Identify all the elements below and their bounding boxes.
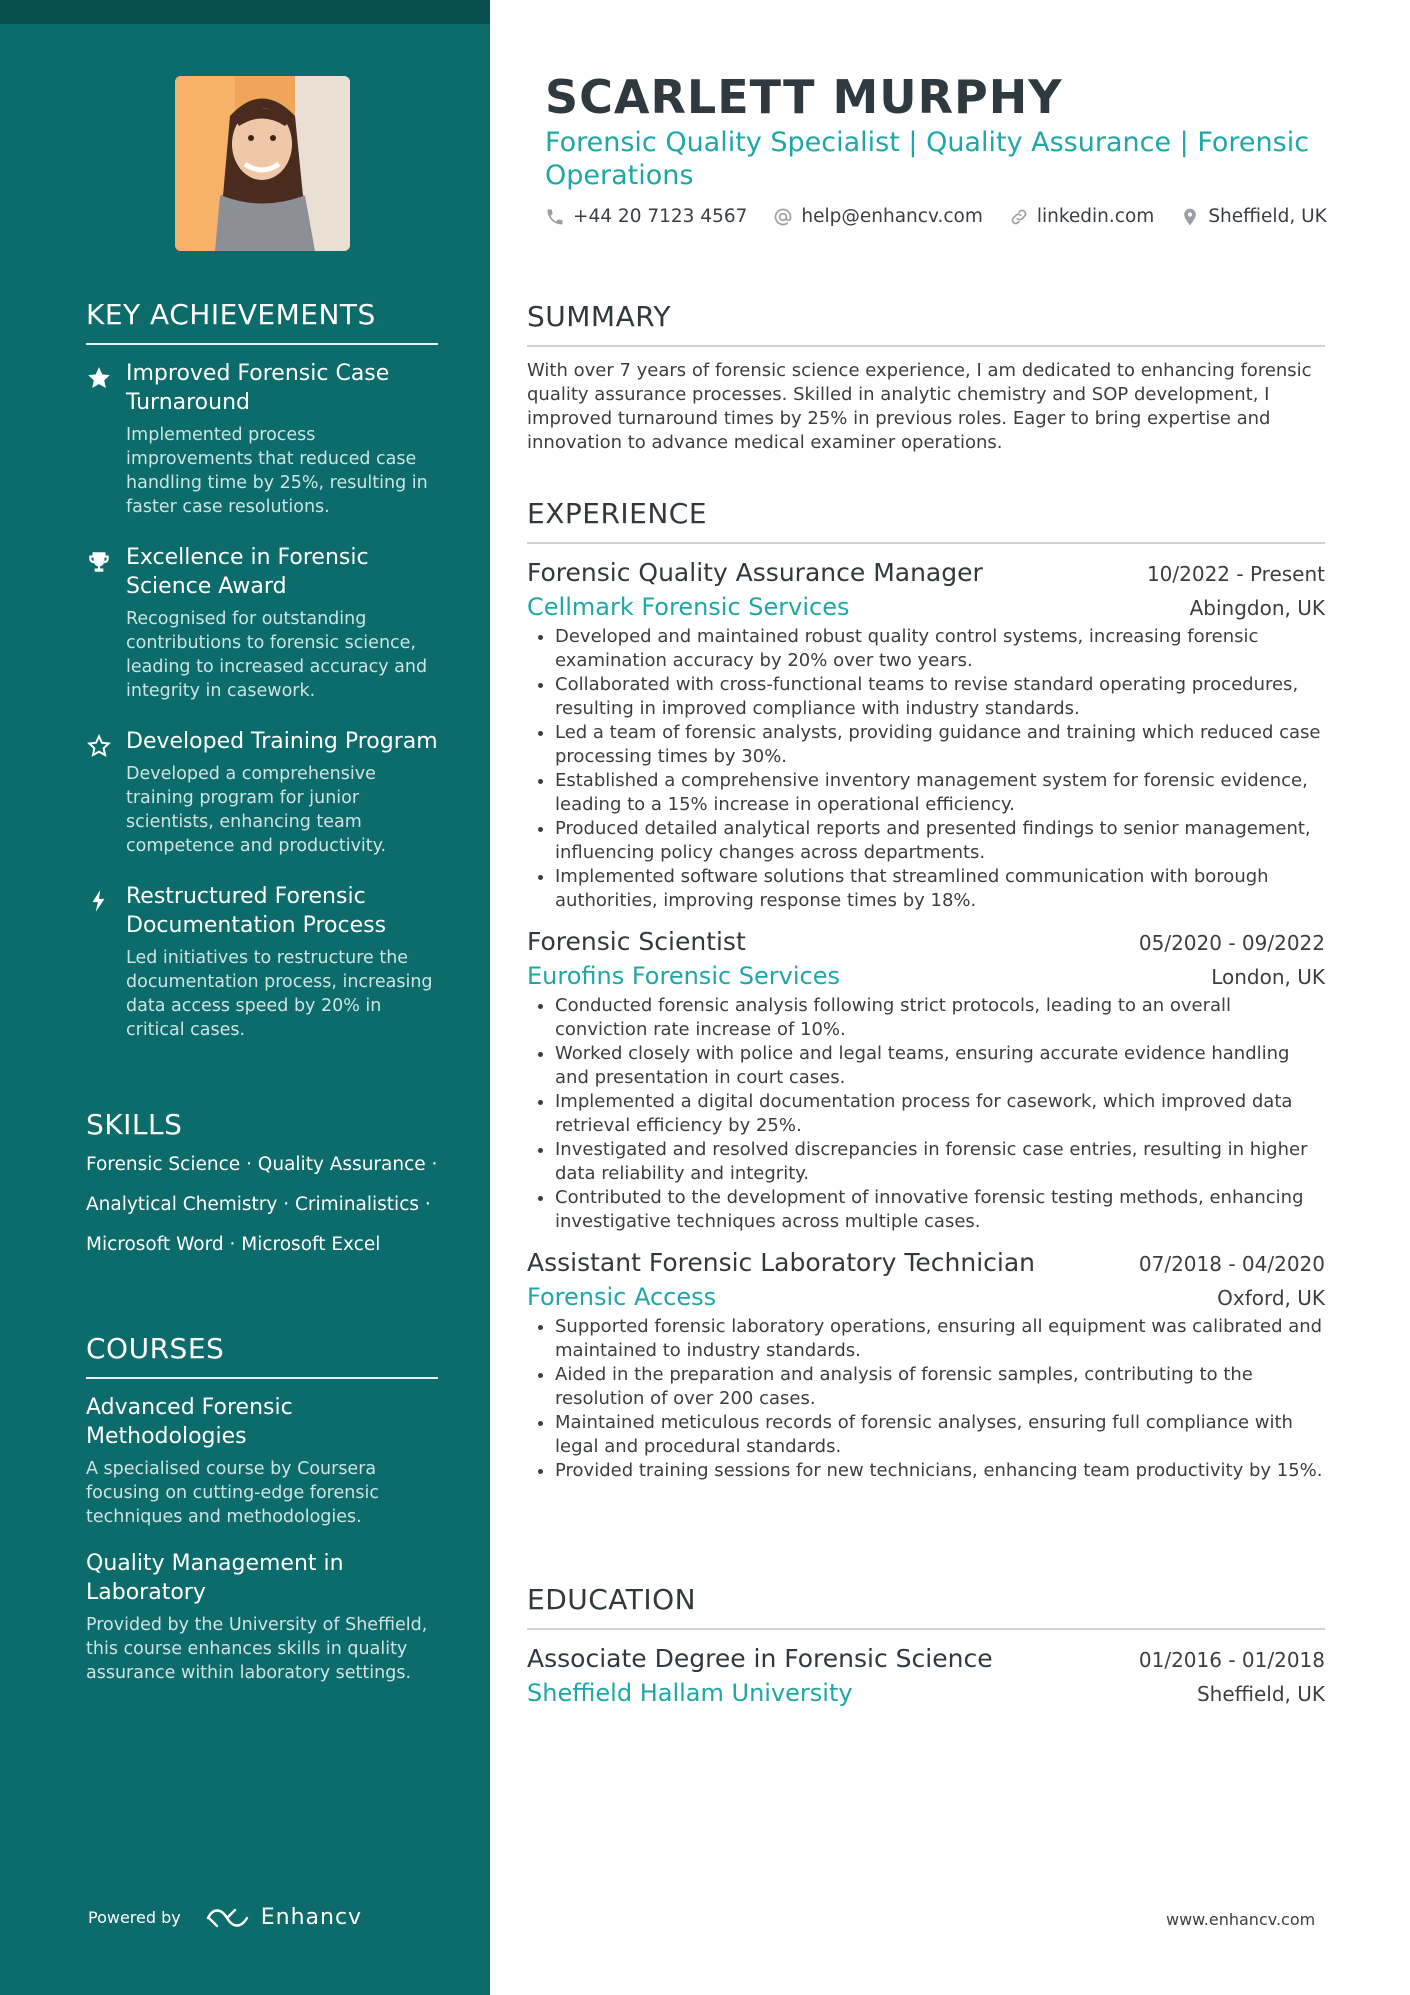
- job-bullet: • Provided training sessions for new technicians, enhancing team productivity by 15%.: [555, 1459, 1325, 1483]
- job-dates: 07/2018 - 04/2020: [1138, 1252, 1325, 1276]
- job-bullet: • Developed and maintained robust quality control systems, increasing forensic examination accuracy by 20% over two years.: [555, 625, 1325, 673]
- job-location: London, UK: [1211, 965, 1325, 989]
- job-entry: [527, 1248, 1325, 1483]
- job-bullet: • Contributed to the development of innovative forensic testing methods, enhancing investigative techniques across multiple cases.: [555, 1186, 1325, 1234]
- enhancv-brand: Enhancv: [260, 1905, 363, 1930]
- achievements-heading: KEY ACHIEVEMENTS: [86, 298, 438, 345]
- linkedin-text: linkedin.com: [1036, 206, 1155, 227]
- contact-linkedin[interactable]: [1009, 206, 1154, 227]
- course-title: Quality Management in Laboratory: [86, 1551, 344, 1605]
- job-dates: 10/2022 - Present: [1146, 562, 1325, 586]
- education-heading: EDUCATION: [527, 1583, 1325, 1630]
- job-bullet: • Implemented a digital documentation process for casework, which improved data retrieval efficiency by 25%.: [555, 1090, 1325, 1138]
- job-title: Forensic Scientist: [527, 927, 746, 956]
- experience-section: [527, 497, 1325, 1483]
- education-degree: Associate Degree in Forensic Science: [527, 1644, 993, 1673]
- location-text: Sheffield, UK: [1208, 206, 1327, 227]
- at-icon: [773, 207, 793, 227]
- achievement-item: [86, 543, 438, 703]
- skills-line: Forensic Science · Quality Assurance ·: [86, 1154, 438, 1175]
- achievement-title: Restructured Forensic Documentation Process: [126, 884, 387, 938]
- achievement-desc: Developed a comprehensive training program for junior scientists, enhancing team competence and productivity.: [126, 764, 387, 856]
- job-bullet: • Worked closely with police and legal teams, ensuring accurate evidence handling and presentation in court cases.: [555, 1042, 1325, 1090]
- job-location: Abingdon, UK: [1189, 596, 1325, 620]
- location-pin-icon: [1180, 207, 1200, 227]
- job-bullet: • Established a comprehensive inventory management system for forensic evidence, leading to a 15% increase in operational efficiency.: [555, 769, 1325, 817]
- powered-by-label: Powered by: [88, 1908, 181, 1927]
- star-icon: [86, 365, 112, 391]
- job-bullet: • Conducted forensic analysis following strict protocols, leading to an overall conviction rate increase of 10%.: [555, 994, 1325, 1042]
- email-text: help@enhancv.com: [801, 206, 983, 227]
- phone-icon: [545, 207, 565, 227]
- experience-heading: EXPERIENCE: [527, 497, 1325, 544]
- job-bullet: • Investigated and resolved discrepancies in forensic case entries, resulting in higher data reliability and integrity.: [555, 1138, 1325, 1186]
- candidate-name: SCARLETT MURPHY: [545, 70, 1063, 124]
- courses-section: [86, 1332, 438, 1685]
- skills-section: [86, 1108, 438, 1265]
- job-entry: [527, 558, 1325, 913]
- achievement-desc: Recognised for outstanding contributions to forensic science, leading to increased accuracy and integrity in casework.: [126, 609, 428, 701]
- education-dates: 01/2016 - 01/2018: [1138, 1648, 1325, 1672]
- education-entry: [527, 1644, 1325, 1707]
- job-bullet: • Maintained meticulous records of forensic analyses, ensuring full compliance with legal and procedural standards.: [555, 1411, 1325, 1459]
- profile-photo: [175, 76, 350, 251]
- education-section: [527, 1583, 1325, 1707]
- courses-heading: COURSES: [86, 1332, 438, 1379]
- sidebar-top-strip: [0, 0, 490, 24]
- phone-text: +44 20 7123 4567: [573, 206, 748, 227]
- job-entry: [527, 927, 1325, 1234]
- job-title: Assistant Forensic Laboratory Technician: [527, 1248, 1036, 1277]
- job-bullets: [527, 994, 1325, 1234]
- job-company: Forensic Access: [527, 1283, 717, 1311]
- course-desc: Provided by the University of Sheffield, this course enhances skills in quality assurance within laboratory settings.: [86, 1615, 428, 1683]
- skills-heading: SKILLS: [86, 1108, 183, 1141]
- summary-heading: SUMMARY: [527, 300, 1325, 347]
- skills-line: Microsoft Word · Microsoft Excel: [86, 1234, 381, 1255]
- achievement-title: Improved Forensic Case Turnaround: [126, 361, 390, 415]
- job-bullets: [527, 1315, 1325, 1483]
- course-item: [86, 1549, 438, 1685]
- achievement-desc: Led initiatives to restructure the documentation process, increasing data access speed by 20% in critical cases.: [126, 948, 433, 1040]
- course-title: Advanced Forensic Methodologies: [86, 1395, 293, 1449]
- skills-line: Analytical Chemistry · Criminalistics ·: [86, 1194, 431, 1215]
- footer-url[interactable]: www.enhancv.com: [1166, 1910, 1316, 1929]
- job-dates: 05/2020 - 09/2022: [1138, 931, 1325, 955]
- education-school: Sheffield Hallam University: [527, 1679, 853, 1707]
- job-bullet: • Aided in the preparation and analysis of forensic samples, contributing to the resolution of over 200 cases.: [555, 1363, 1325, 1411]
- contact-bar: [545, 206, 1327, 227]
- achievement-item: [86, 359, 438, 519]
- achievement-title: Developed Training Program: [126, 729, 438, 754]
- course-desc: A specialised course by Coursera focusing on cutting-edge forensic techniques and methodologies.: [86, 1459, 379, 1527]
- enhancv-logo-icon: [205, 1906, 251, 1930]
- achievements-section: [86, 298, 438, 1042]
- course-item: [86, 1393, 438, 1529]
- contact-email[interactable]: [773, 206, 982, 227]
- trophy-icon: [86, 549, 112, 575]
- bolt-icon: [86, 888, 112, 914]
- sidebar: [0, 0, 490, 1995]
- education-location: Sheffield, UK: [1196, 1682, 1325, 1706]
- summary-text: With over 7 years of forensic science experience, I am dedicated to enhancing forensic quality assurance processes. Skilled in analytic chemistry and SOP development, I improved turnaround times by 25% in previous roles. Eager to bring expertise and innovation to advance medical examiner operations.: [527, 360, 1312, 453]
- contact-location: [1180, 206, 1326, 227]
- job-company: Cellmark Forensic Services: [527, 593, 850, 621]
- job-company: Eurofins Forensic Services: [527, 962, 841, 990]
- achievement-item: [86, 882, 438, 1042]
- candidate-headline: Forensic Quality Specialist | Quality Assurance | Forensic Operations: [545, 127, 1310, 191]
- achievement-title: Excellence in Forensic Science Award: [126, 545, 369, 599]
- achievement-desc: Implemented process improvements that reduced case handling time by 25%, resulting in faster case resolutions.: [126, 425, 428, 517]
- enhancv-logo[interactable]: [205, 1905, 362, 1930]
- job-bullet: • Supported forensic laboratory operations, ensuring all equipment was calibrated and maintained to industry standards.: [555, 1315, 1325, 1363]
- powered-by: [88, 1905, 362, 1930]
- job-bullet: • Implemented software solutions that streamlined communication with borough authorities, improving response times by 18%.: [555, 865, 1325, 913]
- job-location: Oxford, UK: [1217, 1286, 1325, 1310]
- star-outline-icon: [86, 733, 112, 759]
- job-bullet: • Led a team of forensic analysts, providing guidance and training which reduced case processing times by 30%.: [555, 721, 1325, 769]
- achievement-item: [86, 727, 438, 858]
- job-bullet: • Collaborated with cross-functional teams to revise standard operating procedures, resulting in improved compliance with industry standards.: [555, 673, 1325, 721]
- contact-phone[interactable]: [545, 206, 747, 227]
- link-icon: [1009, 207, 1029, 227]
- job-bullets: [527, 625, 1325, 913]
- summary-section: [527, 300, 1325, 455]
- job-bullet: • Produced detailed analytical reports and presented findings to senior management, influencing policy changes across departments.: [555, 817, 1325, 865]
- job-title: Forensic Quality Assurance Manager: [527, 558, 983, 587]
